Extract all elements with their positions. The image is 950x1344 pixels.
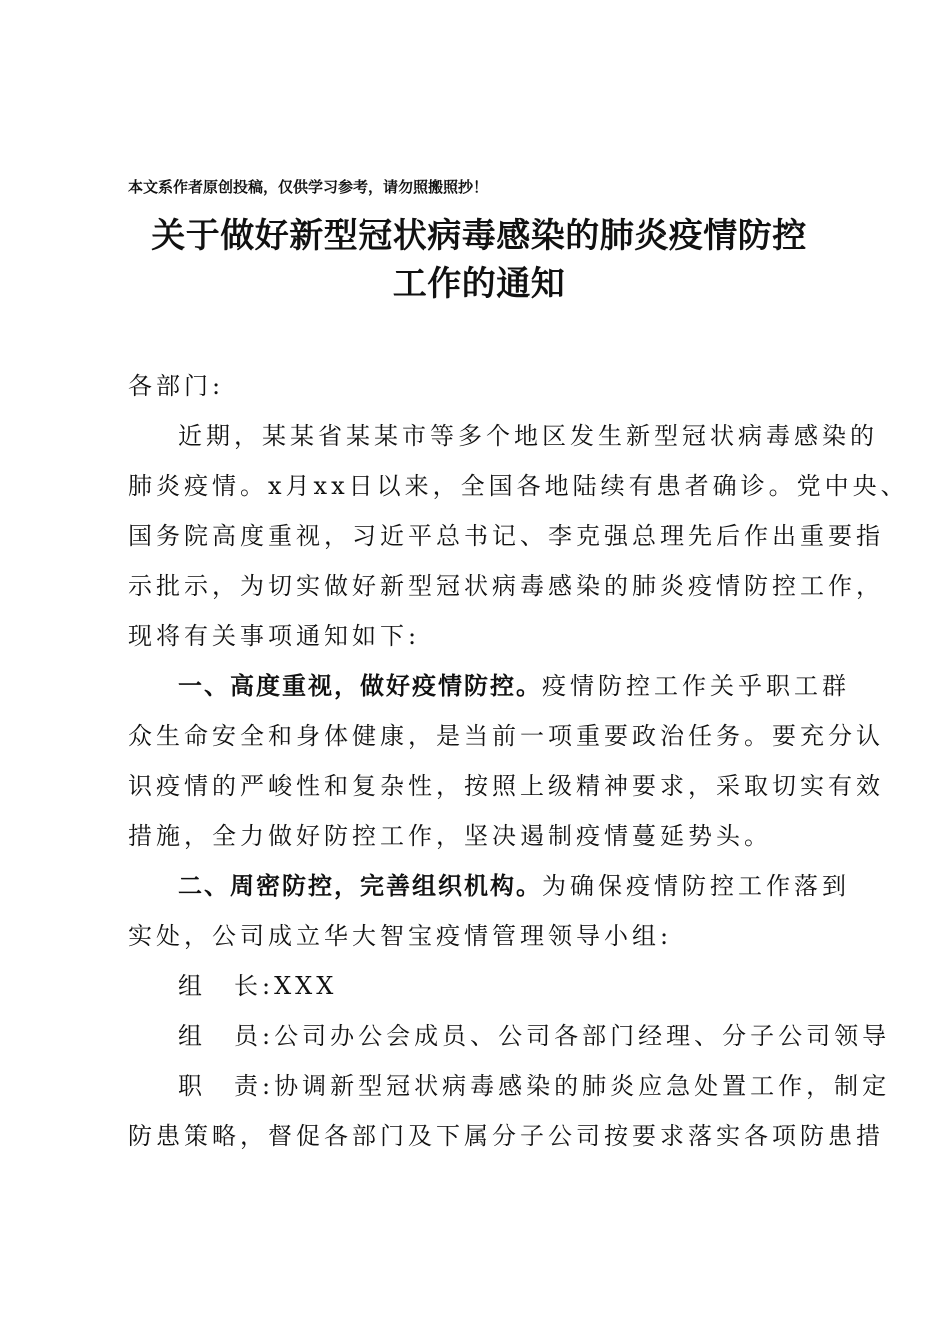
duty-label-a: 职 bbox=[178, 1072, 206, 1100]
leader-value: XXX bbox=[274, 972, 338, 1000]
document-title-line-1: 关于做好新型冠状病毒感染的肺炎疫情防控 bbox=[151, 216, 807, 256]
group-duty-line bbox=[178, 1066, 890, 1101]
duty-label-b: 责: bbox=[234, 1072, 275, 1100]
leader-label-a: 组 bbox=[178, 972, 206, 1000]
paragraph-line: 肺炎疫情。x月xx日以来，全国各地陆续有患者确诊。党中央、 bbox=[128, 472, 909, 500]
salutation: 各部门: bbox=[128, 372, 225, 400]
member-label-b: 员: bbox=[234, 1022, 275, 1050]
paragraph-line: 示批示，为切实做好新型冠状病毒感染的肺炎疫情防控工作， bbox=[128, 572, 884, 600]
paragraph-line: 识疫情的严峻性和复杂性，按照上级精神要求，采取切实有效 bbox=[128, 772, 884, 800]
disclaimer-text: 本文系作者原创投稿，仅供学习参考，请勿照搬照抄！ bbox=[128, 178, 489, 196]
group-member-line bbox=[178, 1016, 890, 1051]
paragraph-line: 众生命安全和身体健康，是当前一项重要政治任务。要充分认 bbox=[128, 722, 884, 750]
group-leader-line bbox=[178, 966, 337, 1001]
document-title-line-2: 工作的通知 bbox=[392, 264, 566, 304]
leader-label-b: 长: bbox=[234, 972, 275, 1000]
member-value: 公司办公会成员、公司各部门经理、分子公司领导 bbox=[274, 1022, 891, 1050]
section-2-heading: 二、周密防控，完善组织机构。 bbox=[178, 871, 542, 900]
paragraph-line: 实处，公司成立华大智宝疫情管理领导小组: bbox=[128, 922, 673, 950]
paragraph-line: 近期，某某省某某市等多个地区发生新型冠状病毒感染的 bbox=[178, 422, 878, 450]
section-1-text: 疫情防控工作关乎职工群 bbox=[542, 672, 850, 700]
section-2-text: 为确保疫情防控工作落到 bbox=[542, 872, 850, 900]
paragraph-line: 国务院高度重视，习近平总书记、李克强总理先后作出重要指 bbox=[128, 522, 884, 550]
section-2-first-line bbox=[178, 866, 850, 901]
member-label-a: 组 bbox=[178, 1022, 206, 1050]
section-1-first-line bbox=[178, 666, 850, 701]
section-1-heading: 一、高度重视，做好疫情防控。 bbox=[178, 671, 542, 700]
paragraph-line: 防患策略，督促各部门及下属分子公司按要求落实各项防患措 bbox=[128, 1122, 884, 1150]
duty-value: 协调新型冠状病毒感染的肺炎应急处置工作，制定 bbox=[274, 1072, 891, 1100]
paragraph-line: 措施，全力做好防控工作，坚决遏制疫情蔓延势头。 bbox=[128, 822, 772, 850]
paragraph-line: 现将有关事项通知如下: bbox=[128, 622, 421, 650]
